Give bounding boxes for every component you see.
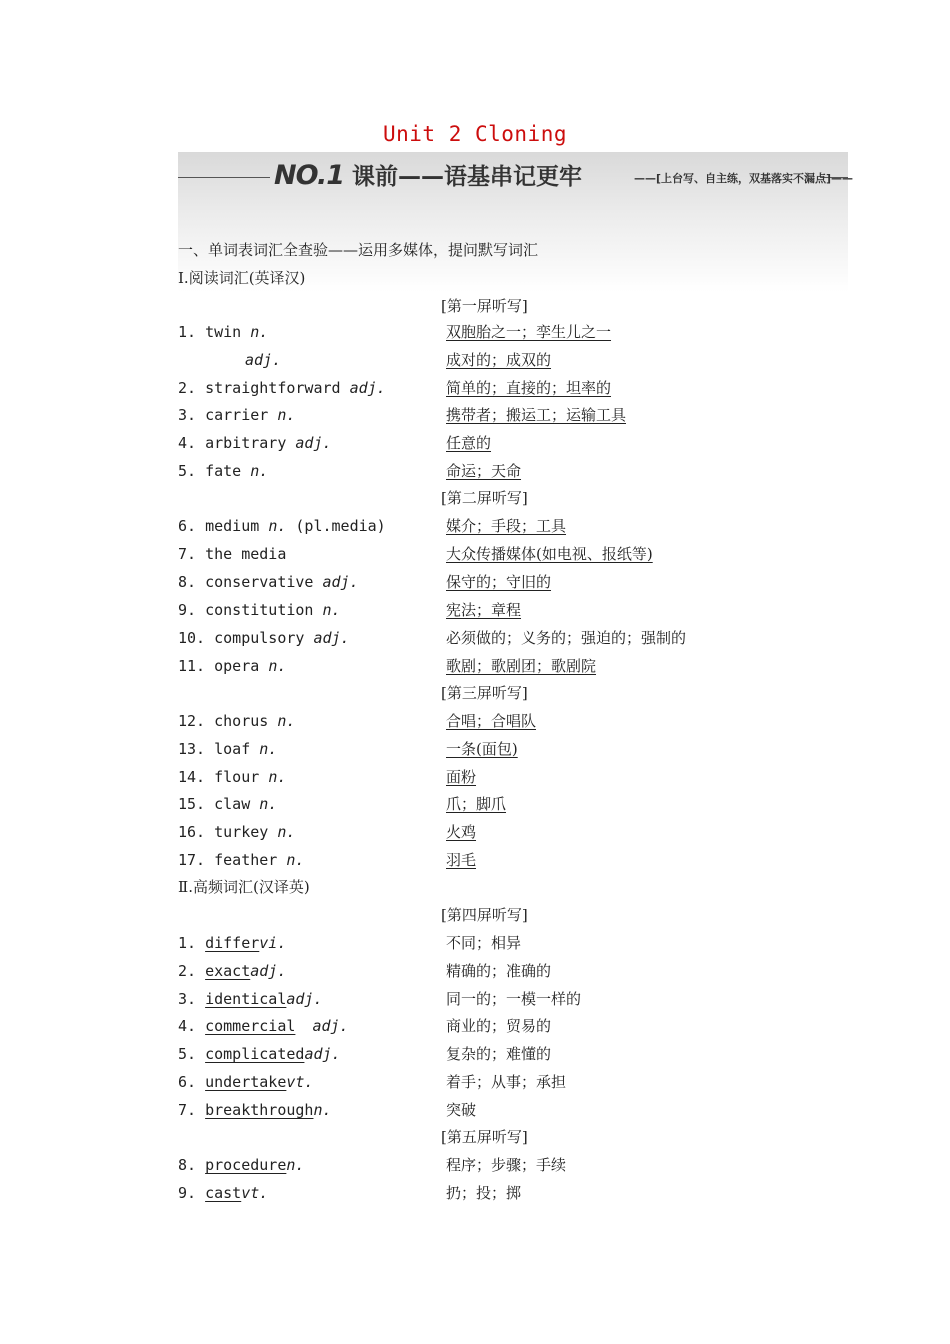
item-pos: adj. [349, 379, 386, 397]
vocab-row [178, 711, 295, 731]
vocab-row [178, 822, 295, 842]
item-meaning: 面粉 [446, 768, 477, 786]
banner-heading [274, 158, 582, 191]
item-meaning: 保守的；守旧的 [446, 573, 552, 591]
item-word: cast [205, 1184, 242, 1202]
item-meaning: 火鸡 [446, 823, 477, 841]
vocab-row [178, 1044, 341, 1064]
item-pos: vi. [259, 934, 287, 952]
item-meaning: 任意的 [446, 434, 492, 452]
item-meaning: 同一的；一模一样的 [446, 990, 582, 1008]
item-meaning: 宪法；章程 [446, 601, 522, 619]
vocab-row [178, 544, 286, 564]
banner-number: NO.1 [274, 160, 344, 191]
item-meaning: 程序；步骤；手续 [446, 1156, 567, 1174]
item-word: commercial [205, 1017, 296, 1035]
item-word: procedure [205, 1156, 287, 1174]
item-number: 14. [178, 768, 206, 786]
item-pos: adj. [245, 351, 282, 369]
item-number: 15. [178, 795, 206, 813]
item-number: 2. [178, 962, 197, 980]
banner-tagline: ——[上台写、自主练，双基落实不漏点]—— [634, 172, 854, 185]
item-pos: n. [250, 323, 269, 341]
item-number: 12. [178, 712, 206, 730]
item-word: exact [205, 962, 251, 980]
item-word: opera [214, 657, 260, 675]
vocab-row [178, 850, 304, 870]
item-word: conservative [205, 573, 314, 591]
screen-label-4: [第四屏听写] [441, 906, 528, 924]
item-pos: n. [268, 657, 287, 675]
vocab-row [178, 739, 277, 759]
item-word: chorus [214, 712, 269, 730]
item-number: 16. [178, 823, 206, 841]
item-number: 6. [178, 517, 197, 535]
item-number: 4. [178, 1017, 197, 1035]
item-number: 11. [178, 657, 206, 675]
item-word: compulsory [214, 629, 305, 647]
item-pos: adj. [295, 434, 332, 452]
item-word: straightforward [205, 379, 341, 397]
item-meaning: 歌剧；歌剧团；歌剧院 [446, 657, 597, 675]
item-meaning: 一条(面包) [446, 740, 518, 758]
item-number: 8. [178, 573, 197, 591]
item-number: 8. [178, 1156, 197, 1174]
vocab-row [178, 628, 350, 648]
item-meaning: 扔；投；掷 [446, 1184, 522, 1202]
item-word: undertake [205, 1073, 287, 1091]
item-pos: n. [277, 823, 296, 841]
item-pos: vt. [241, 1184, 269, 1202]
item-number: 9. [178, 1184, 197, 1202]
item-word: turkey [214, 823, 269, 841]
item-number: 5. [178, 1045, 197, 1063]
item-word: loaf [214, 740, 251, 758]
part2-heading: Ⅱ.高频词汇(汉译英) [178, 878, 310, 896]
screen-label-1: [第一屏听写] [441, 297, 528, 315]
vocab-row [178, 405, 295, 425]
vocab-row [178, 516, 386, 536]
item-number: 3. [178, 990, 197, 1008]
screen-label-3: [第三屏听写] [441, 684, 528, 702]
vocab-row [178, 322, 268, 342]
item-word: identical [205, 990, 287, 1008]
item-pos: vt. [286, 1073, 314, 1091]
item-number: 2. [178, 379, 197, 397]
item-number: 9. [178, 601, 197, 619]
vocab-row [178, 656, 286, 676]
screen-label-5: [第五屏听写] [441, 1128, 528, 1146]
item-number: 13. [178, 740, 206, 758]
item-meaning: 复杂的；难懂的 [446, 1045, 552, 1063]
item-meaning: 必须做的；义务的；强迫的；强制的 [446, 629, 687, 647]
item-word: medium [205, 517, 260, 535]
item-number: 7. [178, 545, 197, 563]
vocab-row [178, 1155, 304, 1175]
item-meaning: 媒介；手段；工具 [446, 517, 567, 535]
vocab-row [178, 572, 359, 592]
item-meaning: 羽毛 [446, 851, 477, 869]
item-meaning: 简单的；直接的；坦率的 [446, 379, 612, 397]
item-number: 7. [178, 1101, 197, 1119]
item-number: 1. [178, 934, 197, 952]
item-number: 1. [178, 323, 197, 341]
item-word: constitution [205, 601, 314, 619]
item-pos: n. [268, 517, 287, 535]
item-pos: adj. [322, 573, 359, 591]
item-pos: n. [277, 712, 296, 730]
item-pos: n. [277, 406, 296, 424]
vocab-row [178, 933, 286, 953]
item-meaning: 突破 [446, 1101, 477, 1119]
screen-label-2: [第二屏听写] [441, 489, 528, 507]
item-word: feather [214, 851, 278, 869]
vocab-row [178, 1016, 349, 1036]
item-pos: adj. [286, 990, 323, 1008]
vocab-row [178, 767, 286, 787]
item-pos: n. [313, 1101, 332, 1119]
section-heading: 一、单词表词汇全查验——运用多媒体，提问默写词汇 [178, 241, 539, 259]
item-pos: n. [259, 740, 278, 758]
item-word: twin [205, 323, 242, 341]
item-pos: n. [286, 1156, 305, 1174]
item-word: flour [214, 768, 260, 786]
item-meaning: 双胞胎之一；孪生儿之一 [446, 323, 612, 341]
vocab-row [178, 1072, 313, 1092]
item-meaning: 携带者；搬运工；运输工具 [446, 406, 627, 424]
banner-title: 课前——语基串记更牢 [352, 164, 582, 190]
item-word: differ [205, 934, 260, 952]
item-pos: adj. [250, 962, 287, 980]
item-word: carrier [205, 406, 269, 424]
item-meaning: 着手；从事；承担 [446, 1073, 567, 1091]
item-number: 6. [178, 1073, 197, 1091]
item-word: the media [205, 545, 287, 563]
banner-rule-left [178, 177, 270, 178]
vocab-row [178, 1100, 332, 1120]
item-pos: n. [322, 601, 341, 619]
item-meaning: 爪；脚爪 [446, 795, 507, 813]
item-pos: adj. [312, 1017, 349, 1035]
vocab-row [178, 600, 341, 620]
item-pos: n. [250, 462, 269, 480]
vocab-row [178, 433, 332, 453]
item-number: 3. [178, 406, 197, 424]
item-pos: adj. [313, 629, 350, 647]
item-number: 17. [178, 851, 206, 869]
page-title: Unit 2 Cloning [382, 122, 567, 146]
item-meaning: 大众传播媒体(如电视、报纸等) [446, 545, 653, 563]
item-number: 10. [178, 629, 206, 647]
item-word: claw [214, 795, 251, 813]
item-pos: n. [268, 768, 287, 786]
vocab-row [178, 1183, 268, 1203]
vocab-row [178, 378, 386, 398]
item-pos: adj. [304, 1045, 341, 1063]
item-meaning: 精确的；准确的 [446, 962, 552, 980]
part1-heading: Ⅰ.阅读词汇(英译汉) [178, 269, 306, 287]
item-word: fate [205, 462, 242, 480]
item-word: complicated [205, 1045, 305, 1063]
item-pos: n. [259, 795, 278, 813]
item-meaning: 成对的；成双的 [446, 351, 552, 369]
item-number: 4. [178, 434, 197, 452]
vocab-row [178, 461, 268, 481]
vocab-row [178, 794, 277, 814]
item-plural: (pl.media) [295, 517, 386, 535]
item-pos: n. [286, 851, 305, 869]
item-word: arbitrary [205, 434, 287, 452]
vocab-row [178, 989, 323, 1009]
item-meaning: 不同；相异 [446, 934, 522, 952]
item-word: breakthrough [205, 1101, 314, 1119]
item-meaning: 命运；天命 [446, 462, 522, 480]
item-meaning: 商业的；贸易的 [446, 1017, 552, 1035]
item-meaning: 合唱；合唱队 [446, 712, 537, 730]
vocab-row [178, 961, 286, 981]
item-number: 5. [178, 462, 197, 480]
